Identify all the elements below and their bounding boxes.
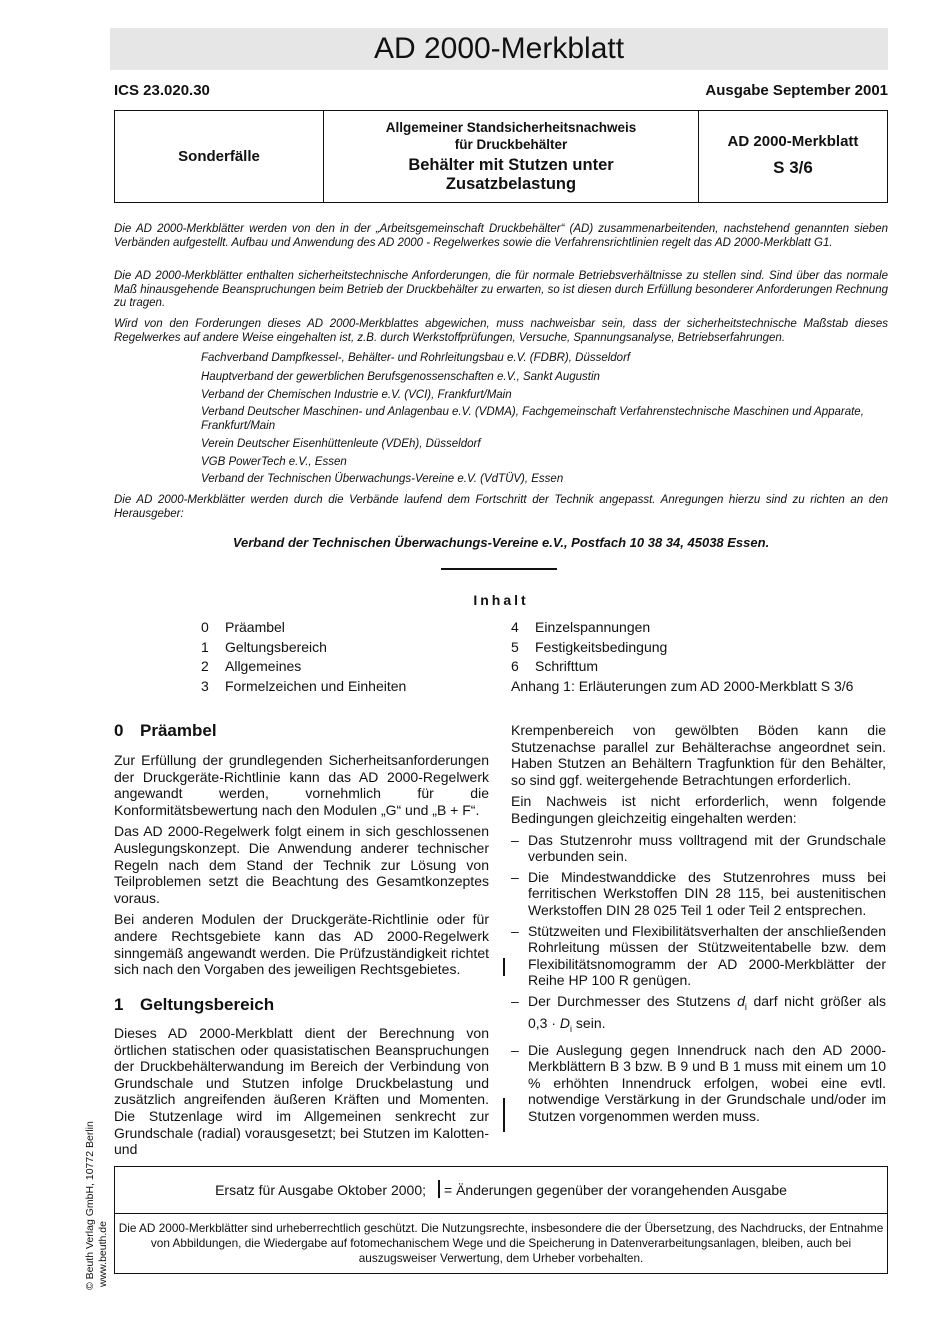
intro-paragraph-2: Die AD 2000-Merkblätter enthalten sicherheitstechnische Anforderungen, die für normale Betriebsverhältnisse zu stellen sind. Sind über das normale Maß hinausgehende Beanspruchungen beim Betrieb der Druckbehälter zu erwarten, so ist diesen durch Erfüllung besonderer Anforderungen Rechnung zu tragen. (114, 270, 888, 309)
change-bar (503, 958, 505, 976)
main-title-line1: Behälter mit Stutzen unter (408, 156, 614, 174)
section-1-heading: 1 Geltungsbereich (114, 995, 275, 1014)
paragraph: Das AD 2000-Regelwerk folgt einem in sich geschlossenen Auslegungskonzept. Die Anwendung anderer technischer Regeln nach dem Stand der Technik zur Lösung von Teilproblemen setzt die Beachtung des Gesamtkonzeptes voraus. (114, 823, 489, 906)
right-column-body (511, 722, 886, 1129)
main-title (330, 156, 692, 194)
toc-item: 2 Allgemeines (201, 658, 302, 674)
change-bar (503, 1098, 505, 1132)
doc-type: AD 2000-Merkblatt (727, 132, 859, 150)
association-item: Verband der Technischen Überwachungs-Vereine e.V. (VdTÜV), Essen (201, 473, 564, 485)
toc-item: 3 Formelzeichen und Einheiten (201, 677, 407, 694)
intro-paragraph-3: Wird von den Forderungen dieses AD 2000-Merkblattes abgewichen, muss nachweisbar sein, dass der sicherheitstechnische Maßstab dieses Regelwerkes auf andere Weise eingehalten ist, z.B. durch Werkstoffprüfungen, Versuche, Spannungsanalyse, Betriebserfahrungen. (114, 318, 888, 344)
association-item: VGB PowerTech e.V., Essen (201, 456, 347, 468)
association-item: Verband Deutscher Maschinen- und Anlagenbau e.V. (VDMA), Fachgemeinschaft Verfahrenstechnische Maschinen und Apparate, Frankfurt/Main (201, 406, 864, 432)
toc-item: 0 Präambel (201, 619, 285, 635)
section-1-body (114, 1025, 489, 1163)
list-item: – Das Stutzenrohr muss volltragend mit der Grundschale verbunden sein. (511, 831, 886, 865)
doc-number: S 3/6 (773, 157, 813, 177)
replacement-note: Ersatz für Ausgabe Oktober 2000; = Änderungen gegenüber der vorangehenden Ausgabe (115, 1167, 887, 1214)
doc-id-cell (699, 111, 888, 203)
conditions-list (511, 832, 886, 1125)
association-item: Verband der Chemischen Industrie e.V. (VCI), Frankfurt/Main (201, 389, 512, 401)
paragraph: Krempenbereich von gewölbten Böden kann die Stutzenachse parallel zur Behälterachse angeordnet sein. Haben Stutzen an Behältern Tragfunktion für den Behälter, so sind ggf. weitergehende Betrachtungen erforderlich. (511, 722, 886, 788)
change-bar-legend (438, 1180, 440, 1198)
copyright-notice: Die AD 2000-Merkblätter sind urheberrechtlich geschützt. Die Nutzungsrechte, insbesondere die der Übersetzung, des Nachdrucks, der Entnahme von Abbildungen, die Wiedergabe auf fotomechanischem Wege und die Speicherung in Datenverarbeitungsanlagen, bleiben, auch bei auszugsweiser Verwertung, dem Urheber vorbehalten. (118, 1221, 884, 1265)
toc-annex: Anhang 1: Erläuterungen zum AD 2000-Merkblatt S 3/6 (511, 677, 854, 694)
paragraph: Bei anderen Modulen der Druckgeräte-Richtlinie oder für andere Rechtsgebiete kann das AD 2000-Regelwerk sinngemäß angewandt werden. Die Prüfzuständigkeit richtet sich nach den Vorgaben des jeweiligen Rechtsgebietes. (114, 911, 489, 978)
edition-date: Ausgabe September 2001 (705, 82, 888, 99)
subtitle-line2: für Druckbehälter (454, 137, 568, 152)
contents-left (201, 618, 406, 696)
section-0-body (114, 752, 489, 983)
contents-right (511, 618, 853, 696)
association-item: Hauptverband der gewerblichen Berufsgenossenschaften e.V., Sankt Augustin (201, 371, 600, 383)
toc-item: 5 Festigkeitsbedingung (511, 638, 668, 655)
page-title: AD 2000-Merkblatt (110, 28, 888, 70)
association-item: Fachverband Dampfkessel-, Behälter- und Rohrleitungsbau e.V. (FDBR), Düsseldorf (201, 352, 631, 364)
association-item: Verein Deutscher Eisenhüttenleute (VDEh), Düsseldorf (201, 438, 481, 450)
title-cell (324, 111, 699, 203)
divider (441, 568, 557, 570)
list-item: – Der Durchmesser des Stutzens $d_i$ darf nicht größer als $0,3 \cdot D_i$ sein. (511, 992, 886, 1035)
main-title-line2: Zusatzbelastung (445, 175, 577, 193)
intro-paragraph-1: Die AD 2000-Merkblätter werden von den in der „Arbeitsgemeinschaft Druckbehälter“ (AD) zusammenarbeitenden, nachstehend genannten sieben Verbänden aufgestellt. Aufbau und Anwendung des AD 2000 - Regelwerkes sowie die Verfahrensrichtlinien regelt das AD 2000-Merkblatt G1. (114, 223, 888, 249)
publisher-side-note: © Beuth Verlag GmbH, 10772 Berlin www.beuth.de (84, 1121, 109, 1290)
publisher-address: Verband der Technischen Überwachungs-Vereine e.V., Postfach 10 38 34, 45038 Essen. (232, 535, 770, 550)
contents-heading: Inhalt (473, 592, 529, 608)
section-0-heading: 0 Präambel (114, 721, 217, 740)
toc-item: 6 Schrifttum (511, 658, 599, 674)
list-item: – Die Auslegung gegen Innendruck nach den AD 2000-Merkblättern B 3 bzw. B 9 und B 1 muss mit einem um 10 % erhöhten Innendruck erfolgen, wobei eine evtl. notwendige Verstärkung in der Grundschale und/oder im Stutzen vorgenommen werden muss. (511, 1041, 886, 1125)
footer-box (114, 1166, 888, 1274)
paragraph: Zur Erfüllung der grundlegenden Sicherheitsanforderungen der Druckgeräte-Richtlinie kann das AD 2000-Regelwerk angewandt werden, vornehmlich für die Konformitätsbewertung nach den Modulen „G“ und „B + F“. (114, 752, 489, 818)
toc-item: 4 Einzelspannungen (511, 619, 651, 635)
subtitle-line1: Allgemeiner Standsicherheitsnachweis (385, 120, 637, 135)
list-item: – Die Mindestwanddicke des Stutzenrohres muss bei ferritischen Werkstoffen DIN 28 115, bei austenitischen Werkstoffen DIN 28 025 Teil 1 oder Teil 2 entsprechen. (511, 868, 886, 918)
paragraph: Dieses AD 2000-Merkblatt dient der Berechnung von örtlichen statischen oder quasistatischen Beanspruchungen der Druckbehälterwandung im Bereich der Verbindung von Grundschale und Stutzen infolge Druckbelastung und zusätzlich angreifenden äußeren Kräften und Momenten. Die Stutzenlage wird im Allgemeinen senkrecht zur Grundschale (radial) vorausgesetzt; bei Stutzen im Kalotten- und (114, 1025, 489, 1158)
category-cell: Sonderfälle (115, 111, 324, 203)
ics-code: ICS 23.020.30 (114, 82, 210, 99)
header-table (114, 110, 888, 203)
list-item: – Stützweiten und Flexibilitätsverhalten der anschließenden Rohrleitung müssen der Stützweitentabelle bzw. dem Flexibilitätsnomogramm der AD 2000-Merkblätter der Reihe HP 100 R genügen. (511, 922, 886, 989)
paragraph: Ein Nachweis ist nicht erforderlich, wenn folgende Bedingungen gleichzeitig eingehalten werden: (511, 793, 886, 826)
intro-paragraph-4: Die AD 2000-Merkblätter werden durch die Verbände laufend dem Fortschritt der Technik angepasst. Anregungen hierzu sind zu richten an den Herausgeber: (114, 494, 888, 520)
toc-item: 1 Geltungsbereich (201, 638, 327, 655)
